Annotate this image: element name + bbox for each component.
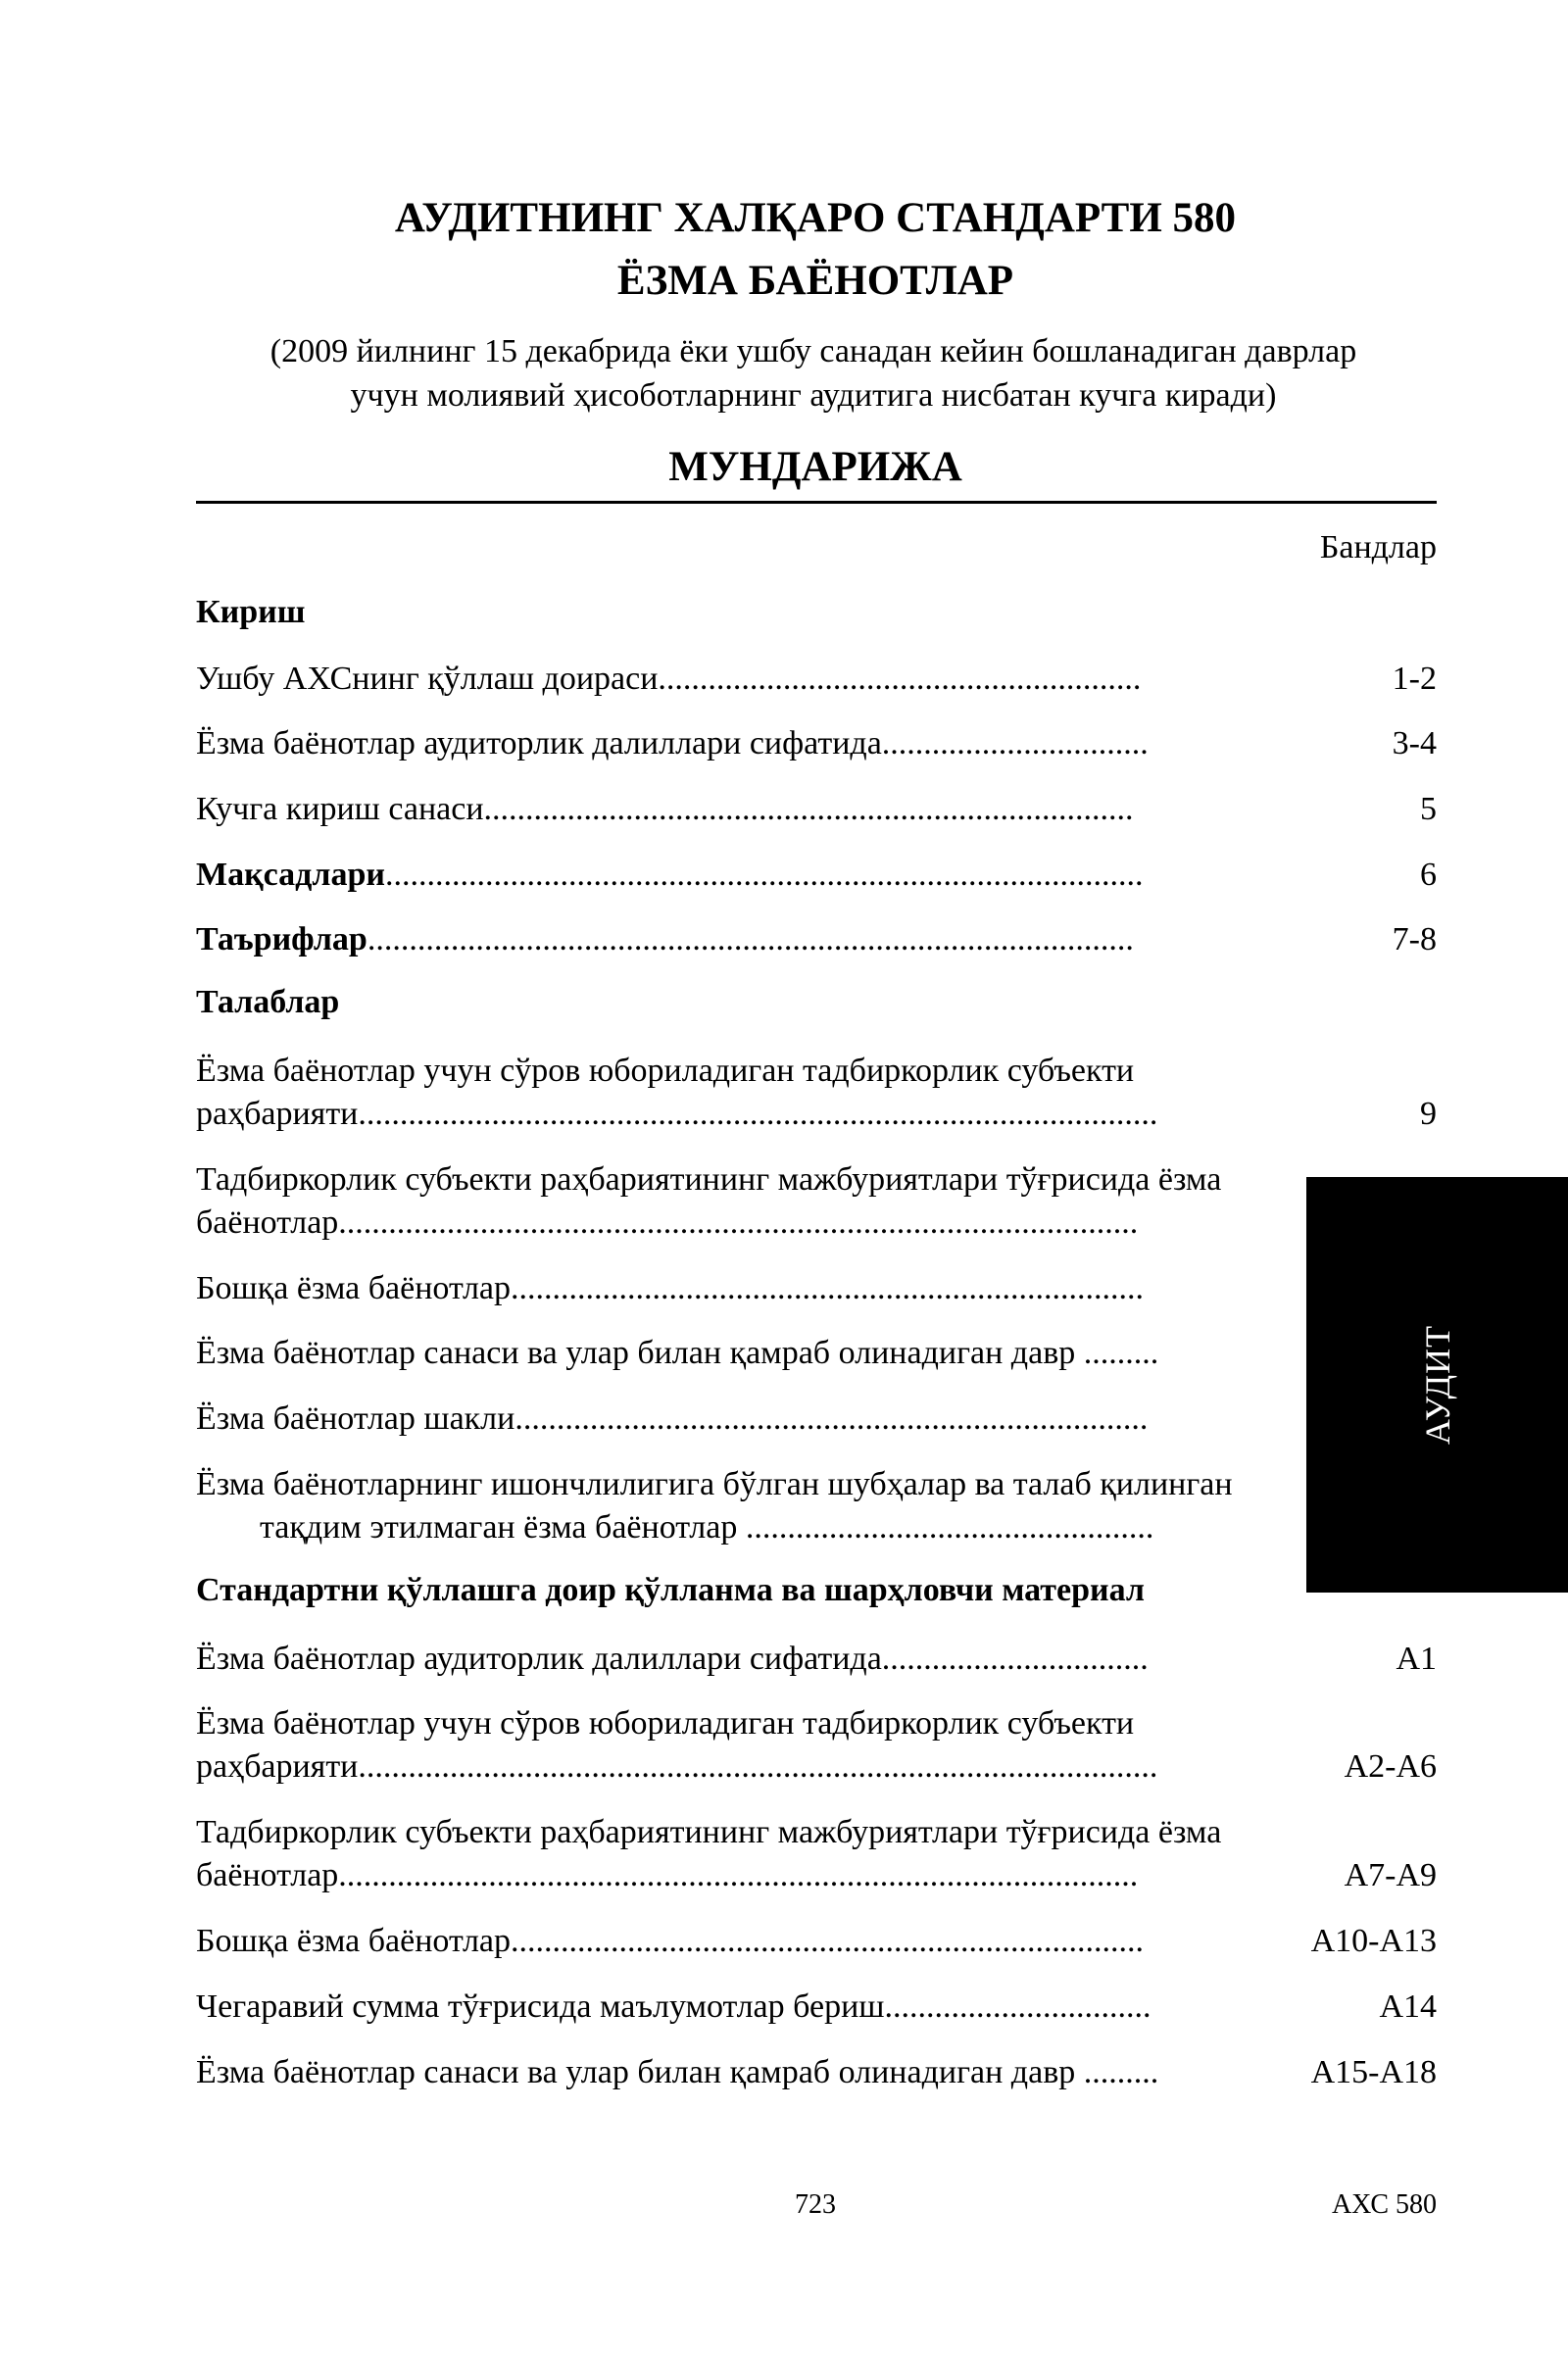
toc-entry-ref: A10-A13 (1310, 1923, 1437, 1959)
effective-date-line-2: учун молиявий ҳисоботларнинг аудитига нисбатан кучга киради) (350, 377, 1277, 414)
toc-entry-text-line2: раҳбарияти (196, 1096, 359, 1132)
toc-entry-leader: ............................................................................................ (367, 921, 1134, 957)
toc-entry-ref: A14 (1379, 1988, 1437, 2025)
toc-entry-leader: .......................................................... (658, 661, 1142, 697)
toc-entry-text: Ушбу АХСнинг қўллаш доираси (196, 661, 659, 697)
toc-entry-leader: ............................................................................ (511, 1923, 1145, 1959)
toc-entry (196, 1050, 1437, 1136)
toc-entry-leader: ........................................................................................... (384, 857, 1144, 893)
audit-side-tab-label: АУДИТ (1417, 1324, 1457, 1446)
toc-entry-text: Ёзма баёнотлар аудиторлик далиллари сифатида (196, 1641, 882, 1677)
toc-entry (196, 1158, 1437, 1245)
toc-entry-leader: ................................ (884, 1988, 1152, 2025)
audit-side-tab (1306, 1177, 1568, 1593)
toc-entry-ref: A15-A18 (1310, 2054, 1437, 2090)
toc-entry-text-line1: Ёзма баёнотларнинг ишончлилигига бўлган шубҳалар ва талаб қилинган (196, 1466, 1233, 1502)
toc-entry-text: Мақсадлари (196, 857, 385, 893)
toc-entry-text: Ёзма баёнотлар шакли (196, 1400, 515, 1437)
toc-heading: МУНДАРИЖА (668, 444, 962, 490)
toc-section-requirements: Талаблар (196, 984, 340, 1020)
toc-entry (196, 1702, 1437, 1789)
toc-entry-leader: .............................................................................. (483, 791, 1134, 827)
toc-entry-leader: ................................................................................................ (338, 1857, 1139, 1893)
toc-entry-text-line1: Тадбиркорлик субъекти раҳбариятининг мажбуриятлари тўғрисида ёзма (196, 1161, 1222, 1198)
toc-entry-leader: ................................................. (737, 1509, 1154, 1546)
toc-entry-ref: 5 (1420, 791, 1437, 827)
toc-entry-ref: A7-A9 (1344, 1857, 1437, 1893)
toc-entry-ref: 3-4 (1392, 725, 1437, 761)
toc-entry-text: Кучга кириш санаси (196, 791, 484, 827)
toc-section-guidance: Стандартни қўллашга доир қўлланма ва шарҳловчи материал (196, 1572, 1145, 1608)
toc-entry-ref: A1 (1396, 1641, 1437, 1677)
toc-entry-leader: ................................................................................................ (338, 1204, 1139, 1241)
toc-entry-text-line2: тақдим этилмаган ёзма баёнотлар (260, 1509, 738, 1546)
toc-entry-ref: 7-8 (1392, 921, 1437, 957)
toc-entry-text: Ёзма баёнотлар аудиторлик далиллари сифатида (196, 725, 882, 761)
toc-entry-text: Бошқа ёзма баёнотлар (196, 1923, 512, 1959)
document-title: АУДИТНИНГ ХАЛҚАРО СТАНДАРТИ 580 (394, 195, 1237, 241)
toc-section-intro: Кириш (196, 594, 306, 630)
toc-entry-leader: ................................................................................................ (358, 1748, 1158, 1785)
toc-entry-leader: ................................................................................................ (358, 1096, 1158, 1132)
toc-entry-text: Таърифлар (196, 921, 368, 957)
toc-entry-text-line1: Ёзма баёнотлар учун сўров юбориладиган тадбиркорлик субъекти (196, 1053, 1135, 1089)
toc-entry-leader: ............................................................................ (514, 1400, 1149, 1437)
toc-entry-text: Чегаравий сумма тўғрисида маълумотлар бериш (196, 1988, 885, 2025)
toc-entry-leader: ......... (1075, 1335, 1159, 1371)
toc-entry-text-line1: Ёзма баёнотлар учун сўров юбориладиган тадбиркорлик субъекти (196, 1705, 1135, 1742)
toc-entry (196, 1463, 1437, 1549)
toc-entry-text: Бошқа ёзма баёнотлар (196, 1270, 512, 1306)
toc-entry-leader: ................................ (881, 725, 1149, 761)
paragraphs-column-header: Бандлар (1319, 529, 1437, 565)
toc-entry-text: Ёзма баёнотлар санаси ва улар билан қамраб олинадиган давр (196, 2054, 1076, 2090)
toc-entry-ref: 1-2 (1392, 661, 1437, 697)
toc-entry-text-line1: Тадбиркорлик субъекти раҳбариятининг мажбуриятлари тўғрисида ёзма (196, 1814, 1222, 1850)
toc-entry-leader: ............................................................................ (511, 1270, 1145, 1306)
toc-entry-ref: 6 (1420, 857, 1437, 893)
effective-date-note (176, 329, 1450, 417)
toc-entry-leader: ................................ (881, 1641, 1149, 1677)
toc-entry-text-line2: баёнотлар (196, 1857, 339, 1893)
page-number: 723 (795, 2189, 836, 2220)
toc-entry-text-line2: баёнотлар (196, 1204, 339, 1241)
toc-entry-leader: ......... (1075, 2054, 1159, 2090)
toc-entry-ref: A2-A6 (1344, 1748, 1437, 1785)
document-subtitle: ЁЗМА БАЁНОТЛАР (616, 258, 1014, 304)
toc-entry-ref: 9 (1420, 1096, 1437, 1132)
toc-entry (196, 1811, 1437, 1897)
toc-entry-text-line2: раҳбарияти (196, 1748, 359, 1785)
effective-date-line-1: (2009 йилнинг 15 декабрида ёки ушбу санадан кейин бошланадиган даврлар (270, 333, 1357, 369)
toc-divider (196, 501, 1437, 504)
standard-code: АХС 580 (1331, 2189, 1437, 2220)
toc-entry-text: Ёзма баёнотлар санаси ва улар билан қамраб олинадиган давр (196, 1335, 1076, 1371)
